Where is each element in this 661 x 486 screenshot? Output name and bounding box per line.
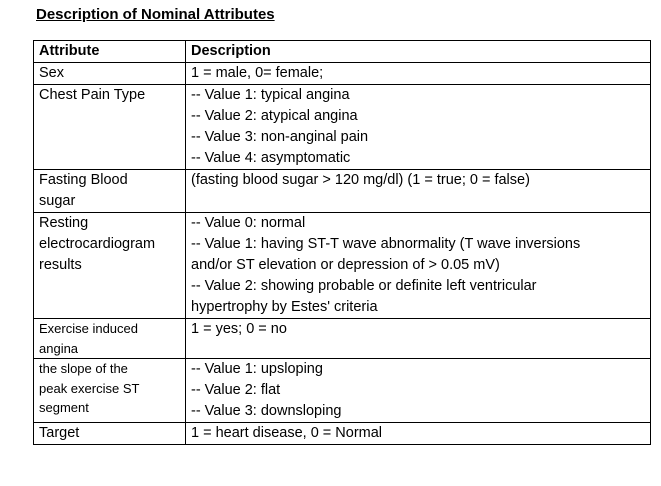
description-cell (186, 423, 651, 445)
description-cell (186, 170, 651, 213)
attribute-text: results (39, 257, 82, 273)
attribute-text: peak exercise ST (39, 380, 140, 396)
attribute-cell (34, 423, 186, 445)
description-cell (186, 213, 651, 319)
table-row-chest-pain-type (34, 85, 651, 170)
description-text: -- Value 0: normal (191, 215, 306, 231)
description-text: -- Value 2: showing probable or definite left ventricular (191, 278, 537, 294)
attribute-text: electrocardiogram (39, 236, 156, 252)
attribute-cell (34, 319, 186, 359)
table-row-slope-peak-exercise (34, 359, 651, 423)
description-text: -- Value 1: having ST-T wave abnormality (T wave inversions (191, 236, 581, 252)
nominal-attributes-table (33, 40, 651, 445)
description-text: -- Value 2: flat (191, 382, 281, 398)
table-row-exercise-induced-angina (34, 319, 651, 359)
description-text: -- Value 1: typical angina (191, 87, 350, 103)
attribute-text: angina (39, 340, 79, 356)
header-description: Description (186, 41, 651, 63)
description-text: -- Value 3: non-anginal pain (191, 129, 369, 145)
table-row-target (34, 423, 651, 445)
attribute-text: Fasting Blood (39, 172, 128, 188)
attribute-text: Exercise induced (39, 321, 138, 336)
description-text: 1 = yes; 0 = no (191, 321, 287, 337)
description-text: -- Value 4: asymptomatic (191, 150, 351, 166)
document-title: Description of Nominal Attributes (36, 6, 275, 23)
description-text: -- Value 1: upsloping (191, 361, 323, 377)
header-attribute: Attribute (34, 41, 186, 63)
description-text: and/or ST elevation or depression of > 0.05 mV) (191, 257, 500, 273)
attribute-cell (34, 213, 186, 319)
attribute-text: Target (39, 425, 80, 441)
description-cell (186, 85, 651, 170)
description-cell (186, 359, 651, 423)
attribute-text: sugar (39, 193, 76, 209)
table-row-resting-ecg (34, 213, 651, 319)
description-cell (186, 319, 651, 359)
attribute-text: Resting (39, 215, 89, 231)
description-text: 1 = male, 0= female; (191, 65, 324, 81)
description-text: -- Value 3: downsloping (191, 403, 342, 419)
attribute-text: Sex (39, 65, 64, 81)
description-text: 1 = heart disease, 0 = Normal (191, 425, 383, 441)
description-cell (186, 63, 651, 85)
description-text: hypertrophy by Estes' criteria (191, 299, 378, 315)
attribute-text: segment (39, 400, 89, 415)
table-row-fasting-blood-sugar (34, 170, 651, 213)
attribute-cell (34, 85, 186, 170)
description-text: -- Value 2: atypical angina (191, 108, 358, 124)
description-text: (fasting blood sugar > 120 mg/dl) (1 = true; 0 = false) (191, 172, 530, 188)
table-row-sex (34, 63, 651, 85)
attribute-cell (34, 170, 186, 213)
attribute-cell (34, 359, 186, 423)
table-header-row (34, 41, 651, 63)
attribute-text: Chest Pain Type (39, 87, 146, 103)
attribute-text: the slope of the (39, 361, 128, 376)
attribute-cell (34, 63, 186, 85)
